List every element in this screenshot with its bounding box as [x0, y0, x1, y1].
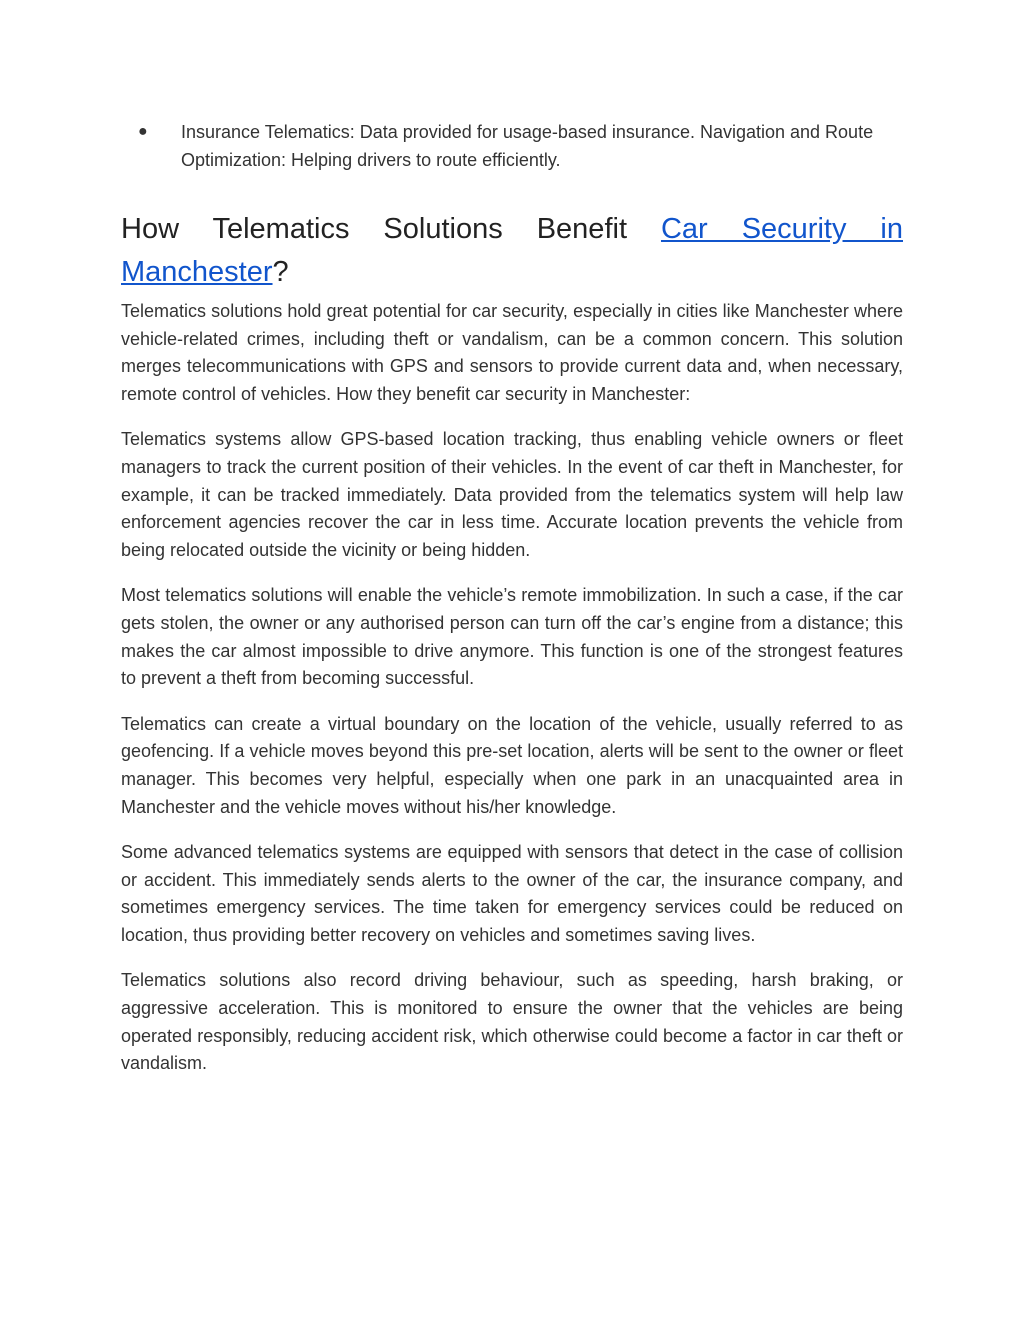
section-heading	[121, 208, 903, 294]
document-page	[121, 118, 903, 1078]
paragraph-geofencing: Telematics can create a virtual boundary on the location of the vehicle, usually referred to as geofencing. If a vehicle moves beyond this pre-set location, alerts will be sent to the owner or fleet manager. This becomes very helpful, especially when one park in an unacquainted area in Manchester and the vehicle moves without his/her knowledge.	[121, 713, 903, 817]
heading-prefix: How Telematics Solutions Benefit	[121, 213, 661, 245]
paragraph-remote-immobilization: Most telematics solutions will enable the vehicle’s remote immobilization. In such a case, if the car gets stolen, the owner or any authorised person can turn off the car’s engine from a distance; this makes the car almost impossible to drive anymore. This function is one of the strongest features to prevent a theft from becoming successful.	[121, 585, 903, 689]
paragraph-collision-alerts: Some advanced telematics systems are equipped with sensors that detect in the case of collision or accident. This immediately sends alerts to the owner of the car, the insurance company, and sometimes emergency services. The time taken for emergency services could be reduced on location, thus providing better recovery on vehicles and sometimes saving lives.	[121, 842, 903, 945]
bullet-text: Insurance Telematics: Data provided for usage-based insurance. Navigation and Route Optimization: Helping drivers to route efficiently.	[181, 122, 874, 170]
bullet-dot-icon: ●	[138, 123, 148, 140]
bullet-list	[121, 118, 903, 174]
heading-suffix: ?	[272, 256, 289, 288]
paragraph-driving-behaviour: Telematics solutions also record driving behaviour, such as speeding, harsh braking, or aggressive acceleration. This is monitored to ensure the owner that the vehicles are being operated responsibly, reducing accident risk, which otherwise could become a factor in car theft or vandalism.	[121, 970, 903, 1074]
paragraph-intro: Telematics solutions hold great potential for car security, especially in cities like Manchester where vehicle-related crimes, including theft or vandalism, can be a common concern. This solution merges telecommunications with GPS and sensors to provide current data and, when necessary, remote control of vehicles. How they benefit car security in Manchester:	[121, 301, 903, 404]
bullet-item	[121, 118, 903, 174]
car-security-link[interactable]: Car Security in Manchester	[121, 213, 903, 288]
paragraph-gps-tracking: Telematics systems allow GPS-based location tracking, thus enabling vehicle owners or fleet managers to track the current position of their vehicles. In the event of car theft in Manchester, for example, it can be tracked immediately. Data provided from the telematics system will help law enforcement agencies recover the car in less time. Accurate location prevents the vehicle from being relocated outside the vicinity or being hidden.	[121, 429, 903, 560]
